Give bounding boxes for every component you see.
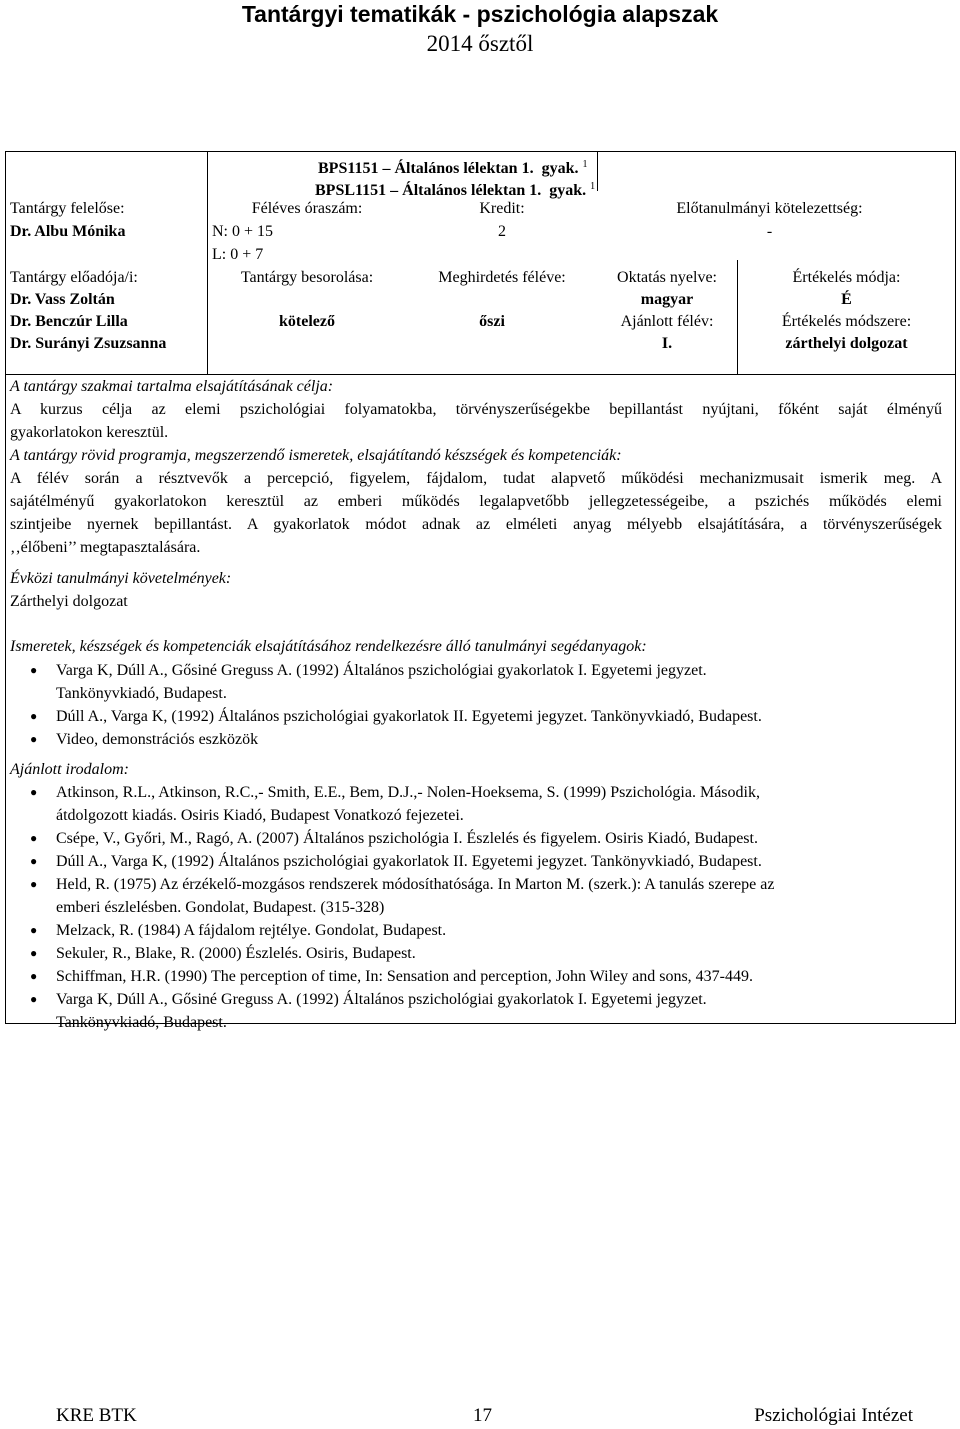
list-item: Csépe, V., Győri, M., Ragó, A. (2007) Általános pszichológia I. Észlelés és figyelem. Osiris Kiadó, Budapest. — [56, 830, 758, 847]
lecturer-name: Dr. Surányi Zsuzsanna — [10, 335, 167, 352]
footer-right: Pszichológiai Intézet — [754, 1405, 913, 1426]
table-divider — [597, 151, 598, 191]
goal-text-line: gyakorlatokon keresztül. — [10, 424, 169, 441]
language-label: Oktatás nyelve: — [617, 269, 717, 286]
responsible-label: Tantárgy felelőse: — [10, 200, 125, 217]
credit-label: Kredit: — [479, 200, 525, 217]
list-item-continuation: emberi észlelésben. Gondolat, Budapest. (315-328) — [56, 899, 385, 916]
course-code-line-2: BPSL1151 – Általános lélektan 1. gyak. $^1$ — [315, 181, 596, 199]
prereq-label: Előtanulmányi kötelezettség: — [676, 200, 863, 217]
list-item: Atkinson, R.L., Atkinson, R.C.,- Smith, E.E., Bem, D.J.,- Nolen-Hoeksema, S. (1999) Pszichológia. Második, — [56, 784, 760, 801]
list-item-continuation: Tankönyvkiadó, Budapest. — [56, 685, 227, 702]
program-text-line: ‚‚élőbeni’’ megtapasztalására. — [10, 539, 201, 556]
list-item: Sekuler, R., Blake, R. (2000) Észlelés. Osiris, Budapest. — [56, 945, 416, 962]
bullet-icon: ● — [30, 732, 38, 746]
hours-n: N: 0 + 15 — [212, 223, 274, 240]
category-value: kötelező — [279, 313, 335, 330]
literature-heading: Ajánlott irodalom: — [10, 761, 129, 778]
bullet-icon: ● — [30, 785, 38, 799]
bullet-icon: ● — [30, 877, 38, 891]
list-item-continuation: átdolgozott kiadás. Osiris Kiadó, Budapest Vonatkozó fejezetei. — [56, 807, 464, 824]
semester-value: őszi — [479, 313, 505, 330]
lecturers-label: Tantárgy előadója/i: — [10, 269, 138, 286]
goal-text-line: A kurzus célja az elemi pszichológiai folyamatokba, törvényszerűségekbe bepillantást nyújtani, főként saját élményű — [10, 401, 942, 418]
semester-label: Meghirdetés féléve: — [438, 269, 566, 286]
lecturer-name: Dr. Benczúr Lilla — [10, 313, 128, 330]
bullet-icon: ● — [30, 709, 38, 723]
responsible-name: Dr. Albu Mónika — [10, 223, 126, 240]
bullet-icon: ● — [30, 992, 38, 1006]
list-item: Schiffman, H.R. (1990) The perception of time, In: Sensation and perception, John Wiley and sons, 437-449. — [56, 968, 754, 985]
recommended-value: I. — [661, 335, 673, 352]
list-item: Melzack, R. (1984) A fájdalom rejtélye. Gondolat, Budapest. — [56, 922, 447, 939]
page-number: 17 — [473, 1405, 492, 1426]
prereq-value: - — [766, 223, 773, 240]
list-item: Dúll A., Varga K, (1992) Általános pszichológiai gyakorlatok II. Egyetemi jegyzet. Tankönyvkiadó, Budapest. — [56, 853, 762, 870]
bullet-icon: ● — [30, 923, 38, 937]
bullet-icon: ● — [30, 831, 38, 845]
table-divider — [207, 151, 208, 375]
list-item: Dúll A., Varga K, (1992) Általános pszichológiai gyakorlatok II. Egyetemi jegyzet. Tankönyvkiadó, Budapest. — [56, 708, 762, 725]
footer-left: KRE BTK — [56, 1405, 137, 1426]
bullet-icon: ● — [30, 663, 38, 677]
list-item: Varga K, Dúll A., Gősiné Greguss A. (1992) Általános pszichológiai gyakorlatok I. Egyetemi jegyzet. — [56, 662, 707, 679]
list-item: Varga K, Dúll A., Gősiné Greguss A. (1992) Általános pszichológiai gyakorlatok I. Egyetemi jegyzet. — [56, 991, 707, 1008]
eval-mode-value: É — [841, 291, 852, 308]
category-label: Tantárgy besorolása: — [240, 269, 374, 286]
document-subtitle: 2014 ősztől — [426, 31, 534, 56]
program-text-line: A félév során a résztvevők a percepció, figyelem, fájdalom, tudat alapvető működési mechanizmusait ismerik meg. A — [10, 470, 942, 487]
materials-heading: Ismeretek, készségek és kompetenciák elsajátításához rendelkezésre álló tanulmányi segédanyagok: — [10, 638, 647, 655]
list-item: Video, demonstrációs eszközök — [56, 731, 259, 748]
bullet-icon: ● — [30, 854, 38, 868]
document-title: Tantárgyi tematikák - pszichológia alapszak — [241, 1, 719, 27]
program-text-line: sajátélményű gyakorlatokon keresztül az emberi működés legalapvetőbb jellegzetességeibe, a pszichés működés elemi — [10, 493, 942, 510]
eval-method-value: zárthelyi dolgozat — [785, 335, 908, 352]
list-item-continuation: Tankönyvkiadó, Budapest. — [56, 1014, 227, 1031]
requirements-value: Zárthelyi dolgozat — [10, 593, 128, 610]
hours-label: Féléves óraszám: — [251, 200, 363, 217]
program-text-line: szintjeibe nyernek bepillantást. A gyakorlatok módot adnak az elméleti anyag mélyebb elsajátítására, a törvényszerűségek — [10, 516, 942, 533]
eval-mode-label: Értékelés módja: — [792, 269, 901, 286]
list-item: Held, R. (1975) Az érzékelő-mozgásos rendszerek módosíthatósága. In Marton M. (szerk.): A tanulás szerepe az — [56, 876, 775, 893]
course-code-line-1: BPS1151 – Általános lélektan 1. gyak. $^1$ — [318, 159, 588, 177]
goal-heading: A tantárgy szakmai tartalma elsajátításának célja: — [10, 378, 334, 395]
requirements-heading: Évközi tanulmányi követelmények: — [10, 570, 232, 587]
bullet-icon: ● — [30, 969, 38, 983]
recommended-label: Ajánlott félév: — [620, 313, 714, 330]
eval-method-label: Értékelés módszere: — [781, 313, 912, 330]
program-heading: A tantárgy rövid programja, megszerzendő ismeretek, elsajátítandó készségek és kompetenciák: — [10, 447, 622, 464]
hours-l: L: 0 + 7 — [212, 246, 264, 263]
language-value: magyar — [640, 291, 694, 308]
bullet-icon: ● — [30, 946, 38, 960]
lecturer-name: Dr. Vass Zoltán — [10, 291, 115, 308]
credit-value: 2 — [498, 223, 506, 240]
